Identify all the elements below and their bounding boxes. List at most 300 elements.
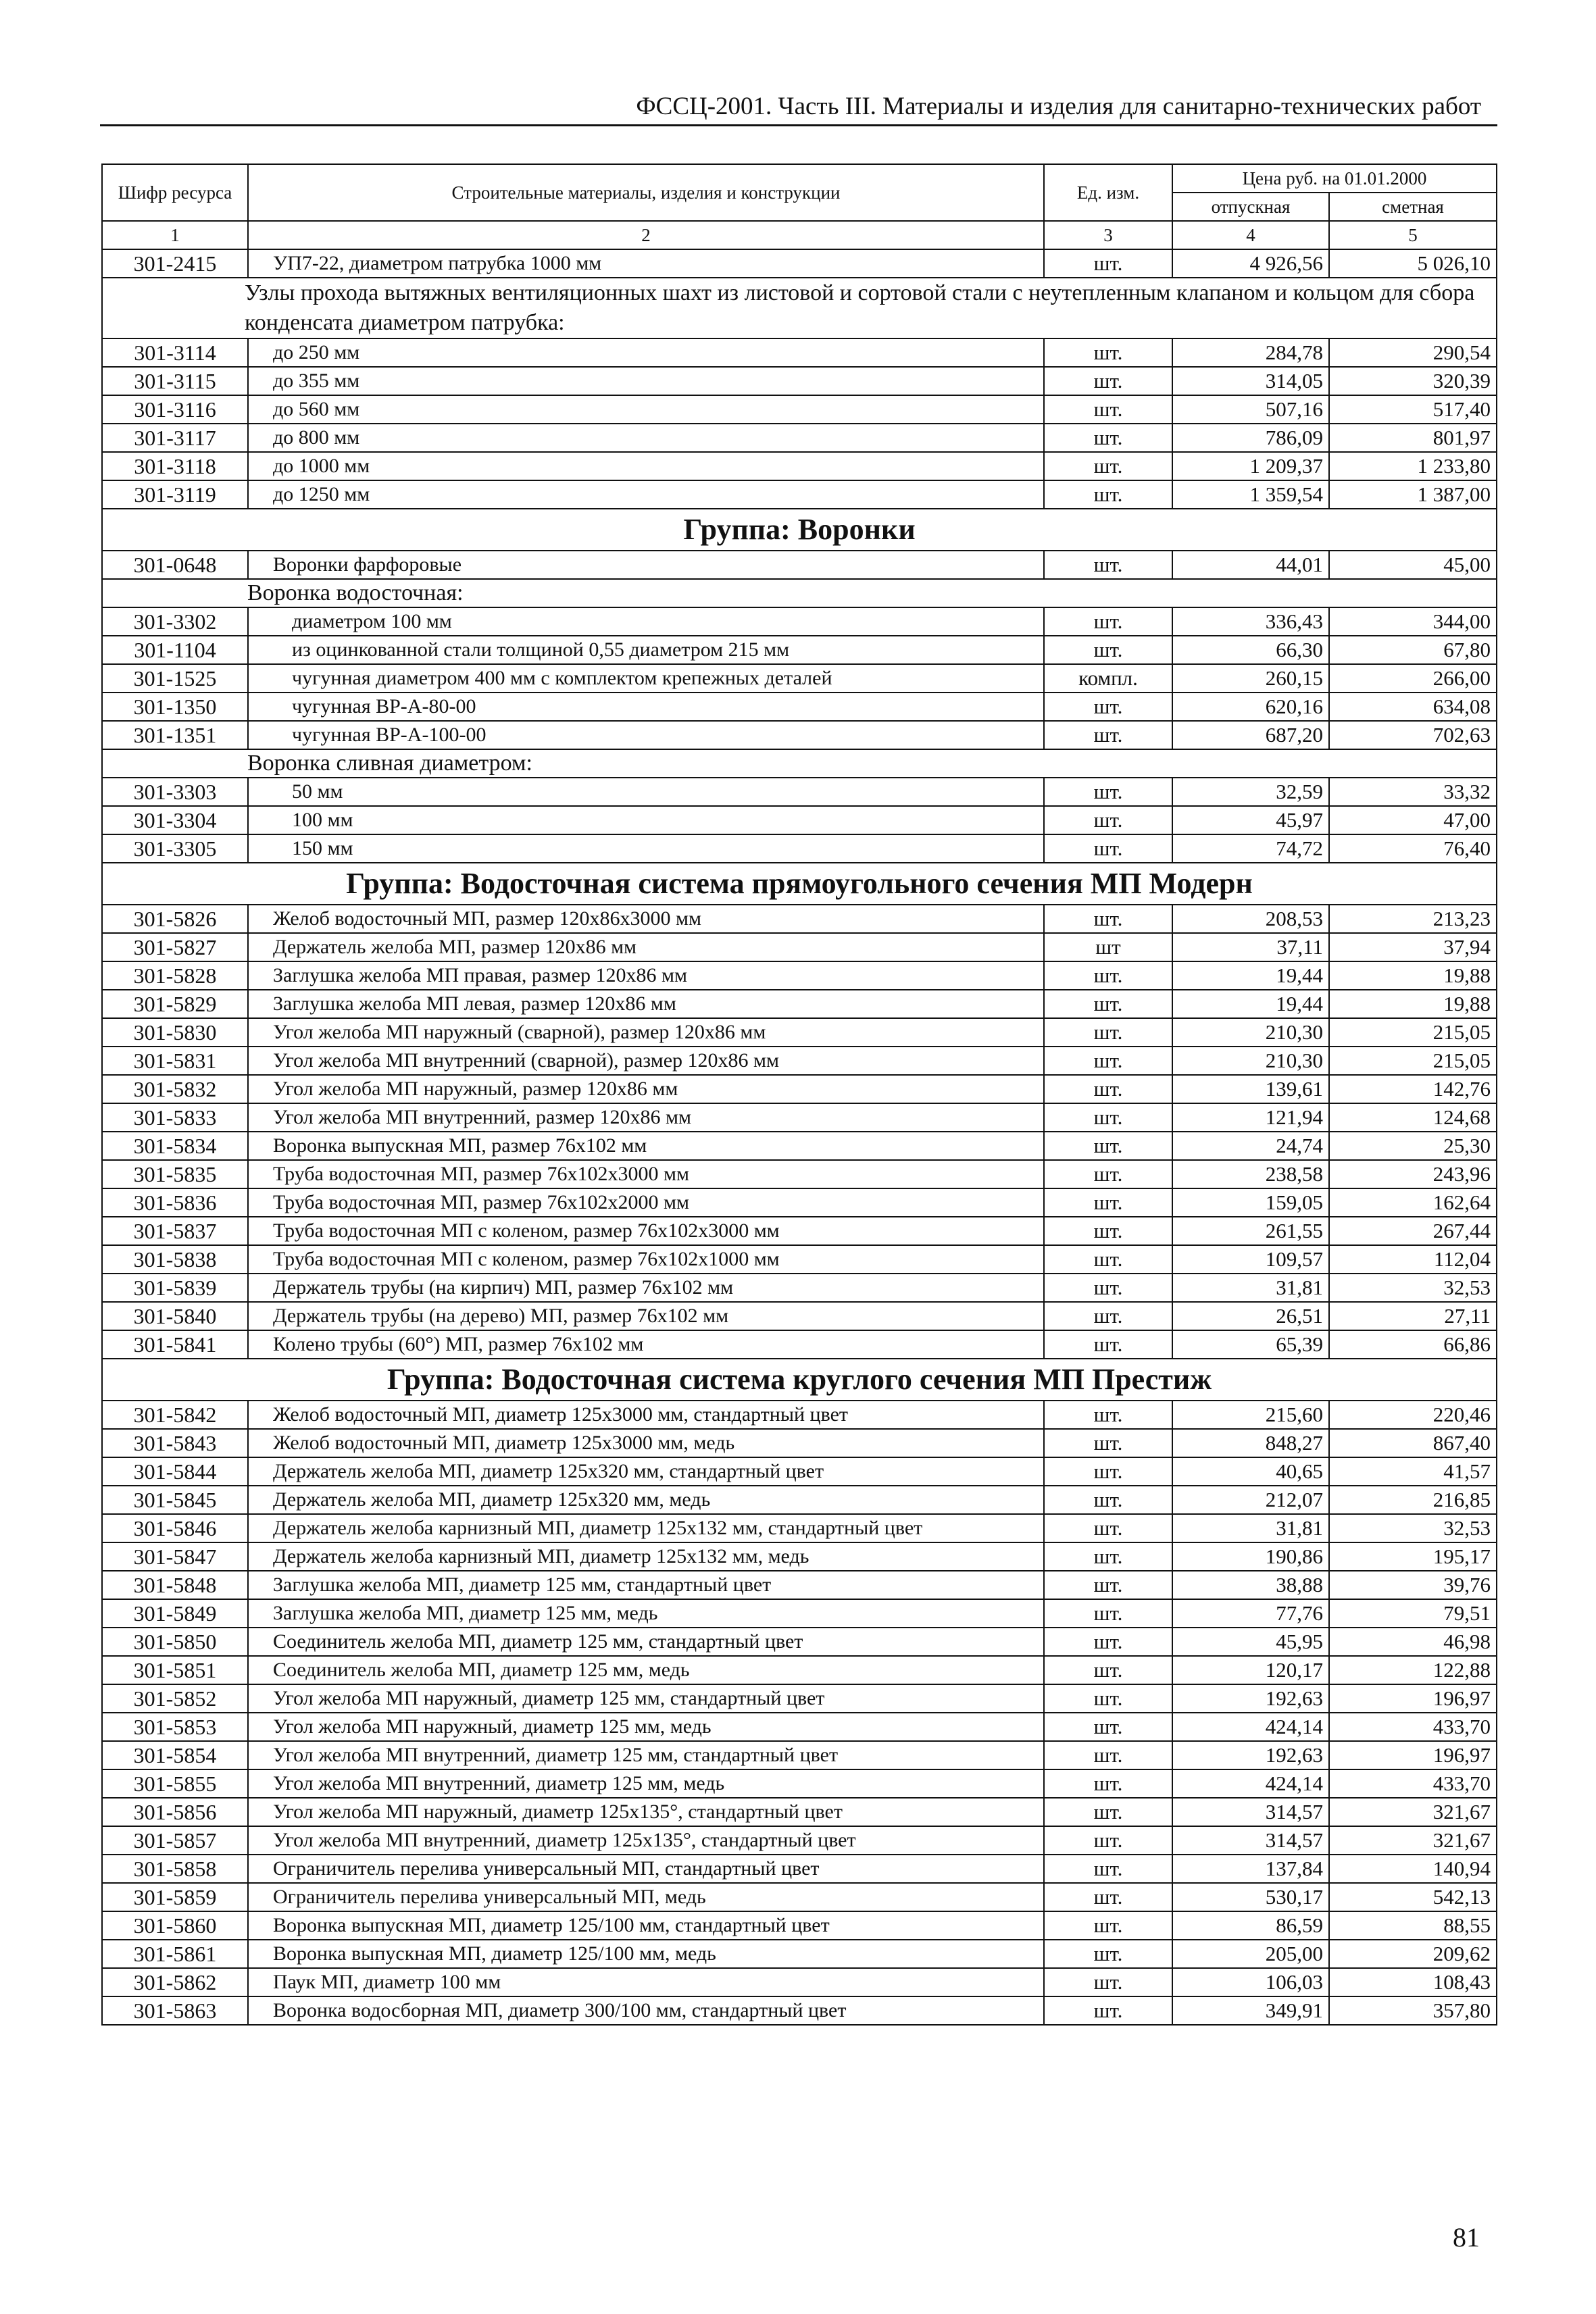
- resource-code: 301-5838: [102, 1245, 248, 1274]
- table-row: [102, 933, 1497, 961]
- table-row: [102, 1132, 1497, 1160]
- release-price: 77,76: [1172, 1599, 1329, 1628]
- material-name: Труба водосточная МП, размер 76х102х2000 мм: [248, 1188, 1044, 1217]
- unit-cell: шт.: [1044, 778, 1172, 806]
- material-name: Держатель трубы (на дерево) МП, размер 76х102 мм: [248, 1302, 1044, 1330]
- release-price: 261,55: [1172, 1217, 1329, 1245]
- col-number: 5: [1329, 221, 1497, 249]
- unit-cell: шт.: [1044, 990, 1172, 1018]
- subheading: Воронка сливная диаметром:: [102, 749, 1497, 778]
- unit-cell: шт.: [1044, 249, 1172, 278]
- table-row: [102, 1047, 1497, 1075]
- table-row: [102, 1741, 1497, 1769]
- table-row: [102, 693, 1497, 721]
- table-row: [102, 1075, 1497, 1103]
- table-row: [102, 1883, 1497, 1911]
- unit-cell: шт.: [1044, 1429, 1172, 1457]
- release-price: 137,84: [1172, 1855, 1329, 1883]
- resource-code: 301-5858: [102, 1855, 248, 1883]
- unit-cell: шт.: [1044, 1684, 1172, 1713]
- release-price: 215,60: [1172, 1401, 1329, 1429]
- resource-code: 301-5843: [102, 1429, 248, 1457]
- resource-code: 301-0648: [102, 551, 248, 579]
- estimate-price: 321,67: [1329, 1826, 1497, 1855]
- release-price: 336,43: [1172, 607, 1329, 636]
- release-price: 210,30: [1172, 1018, 1329, 1047]
- resource-code: 301-3114: [102, 338, 248, 367]
- estimate-price: 1 387,00: [1329, 480, 1497, 509]
- table-row: [102, 338, 1497, 367]
- unit-cell: шт.: [1044, 1855, 1172, 1883]
- resource-code: 301-3116: [102, 395, 248, 424]
- unit-cell: шт.: [1044, 1769, 1172, 1798]
- table-row: [102, 1826, 1497, 1855]
- material-name: Угол желоба МП внутренний, диаметр 125 мм, стандартный цвет: [248, 1741, 1044, 1769]
- unit-cell: шт.: [1044, 1245, 1172, 1274]
- material-name: до 250 мм: [248, 338, 1044, 367]
- unit-cell: шт.: [1044, 1741, 1172, 1769]
- unit-cell: компл.: [1044, 664, 1172, 693]
- estimate-price: 433,70: [1329, 1713, 1497, 1741]
- release-price: 109,57: [1172, 1245, 1329, 1274]
- estimate-price: 1 233,80: [1329, 452, 1497, 480]
- estimate-price: 220,46: [1329, 1401, 1497, 1429]
- table-row: [102, 1628, 1497, 1656]
- estimate-price: 542,13: [1329, 1883, 1497, 1911]
- estimate-price: 266,00: [1329, 664, 1497, 693]
- release-price: 687,20: [1172, 721, 1329, 749]
- table-row: [102, 636, 1497, 664]
- release-price: 31,81: [1172, 1514, 1329, 1542]
- table-row: [102, 1996, 1497, 2025]
- estimate-price: 66,86: [1329, 1330, 1497, 1359]
- estimate-price: 196,97: [1329, 1684, 1497, 1713]
- table-row: [102, 834, 1497, 863]
- group-heading-row: [102, 1359, 1497, 1401]
- unit-cell: шт.: [1044, 1103, 1172, 1132]
- release-price: 507,16: [1172, 395, 1329, 424]
- table-row: [102, 1245, 1497, 1274]
- section-note: Узлы прохода вытяжных вентиляционных шахт из листовой и сортовой стали с неутепленным клапаном и кольцом для сбора конденсата диаметром патрубка:: [102, 278, 1497, 338]
- unit-cell: шт.: [1044, 1160, 1172, 1188]
- resource-code: 301-5859: [102, 1883, 248, 1911]
- release-price: 40,65: [1172, 1457, 1329, 1486]
- release-price: 106,03: [1172, 1968, 1329, 1996]
- release-price: 120,17: [1172, 1656, 1329, 1684]
- material-name: Заглушка желоба МП, диаметр 125 мм, стандартный цвет: [248, 1571, 1044, 1599]
- col-number: 2: [248, 221, 1044, 249]
- release-price: 121,94: [1172, 1103, 1329, 1132]
- unit-cell: шт.: [1044, 1883, 1172, 1911]
- estimate-price: 320,39: [1329, 367, 1497, 395]
- unit-cell: шт.: [1044, 806, 1172, 834]
- resource-code: 301-5852: [102, 1684, 248, 1713]
- estimate-price: 122,88: [1329, 1656, 1497, 1684]
- table-row: [102, 1401, 1497, 1429]
- table-body: [102, 249, 1497, 2025]
- material-name: до 1250 мм: [248, 480, 1044, 509]
- resource-code: 301-5829: [102, 990, 248, 1018]
- unit-cell: шт.: [1044, 1571, 1172, 1599]
- resource-code: 301-5837: [102, 1217, 248, 1245]
- table-row: [102, 607, 1497, 636]
- material-name: Угол желоба МП наружный, диаметр 125х135°, стандартный цвет: [248, 1798, 1044, 1826]
- resource-code: 301-5857: [102, 1826, 248, 1855]
- estimate-price: 33,32: [1329, 778, 1497, 806]
- material-name: Ограничитель перелива универсальный МП, стандартный цвет: [248, 1855, 1044, 1883]
- subheading: Воронка водосточная:: [102, 579, 1497, 607]
- resource-code: 301-5851: [102, 1656, 248, 1684]
- col-code-header: Шифр ресурса: [102, 164, 248, 221]
- unit-cell: шт.: [1044, 1047, 1172, 1075]
- material-name: Угол желоба МП внутренний (сварной), размер 120х86 мм: [248, 1047, 1044, 1075]
- unit-cell: шт: [1044, 933, 1172, 961]
- table-row: [102, 961, 1497, 990]
- material-name: Воронка выпускная МП, диаметр 125/100 мм, стандартный цвет: [248, 1911, 1044, 1940]
- release-price: 45,97: [1172, 806, 1329, 834]
- estimate-price: 88,55: [1329, 1911, 1497, 1940]
- unit-cell: шт.: [1044, 1302, 1172, 1330]
- estimate-price: 25,30: [1329, 1132, 1497, 1160]
- release-price: 74,72: [1172, 834, 1329, 863]
- material-name: Угол желоба МП наружный, размер 120х86 мм: [248, 1075, 1044, 1103]
- release-price: 26,51: [1172, 1302, 1329, 1330]
- release-price: 424,14: [1172, 1713, 1329, 1741]
- resource-code: 301-5845: [102, 1486, 248, 1514]
- unit-cell: шт.: [1044, 1514, 1172, 1542]
- table-row: [102, 1713, 1497, 1741]
- unit-cell: шт.: [1044, 1457, 1172, 1486]
- table-row: [102, 1940, 1497, 1968]
- estimate-price: 79,51: [1329, 1599, 1497, 1628]
- material-name: Угол желоба МП внутренний, диаметр 125 мм, медь: [248, 1769, 1044, 1798]
- unit-cell: шт.: [1044, 1075, 1172, 1103]
- unit-cell: шт.: [1044, 834, 1172, 863]
- material-name: чугунная ВР-А-100-00: [248, 721, 1044, 749]
- unit-cell: шт.: [1044, 1911, 1172, 1940]
- estimate-price: 209,62: [1329, 1940, 1497, 1968]
- material-name: до 355 мм: [248, 367, 1044, 395]
- material-name: Воронка выпускная МП, размер 76х102 мм: [248, 1132, 1044, 1160]
- table-row: [102, 1188, 1497, 1217]
- resource-code: 301-5830: [102, 1018, 248, 1047]
- unit-cell: шт.: [1044, 1274, 1172, 1302]
- table-row: [102, 480, 1497, 509]
- unit-cell: шт.: [1044, 367, 1172, 395]
- group-heading: Группа: Водосточная система прямоугольного сечения МП Модерн: [102, 863, 1497, 905]
- resource-code: 301-5827: [102, 933, 248, 961]
- unit-cell: шт.: [1044, 395, 1172, 424]
- material-name: Заглушка желоба МП левая, размер 120х86 мм: [248, 990, 1044, 1018]
- estimate-price: 5 026,10: [1329, 249, 1497, 278]
- estimate-price: 321,67: [1329, 1798, 1497, 1826]
- resource-code: 301-5842: [102, 1401, 248, 1429]
- subheading-row: [102, 749, 1497, 778]
- unit-cell: шт.: [1044, 961, 1172, 990]
- release-price: 212,07: [1172, 1486, 1329, 1514]
- material-name: УП7-22, диаметром патрубка 1000 мм: [248, 249, 1044, 278]
- unit-cell: шт.: [1044, 338, 1172, 367]
- unit-cell: шт.: [1044, 1798, 1172, 1826]
- resource-code: 301-5862: [102, 1968, 248, 1996]
- material-name: Воронка водосборная МП, диаметр 300/100 мм, стандартный цвет: [248, 1996, 1044, 2025]
- estimate-price: 215,05: [1329, 1018, 1497, 1047]
- table-row: [102, 1160, 1497, 1188]
- resource-code: 301-3119: [102, 480, 248, 509]
- estimate-price: 67,80: [1329, 636, 1497, 664]
- release-price: 1 209,37: [1172, 452, 1329, 480]
- col-release-header: отпускная: [1172, 193, 1329, 221]
- estimate-price: 267,44: [1329, 1217, 1497, 1245]
- resource-code: 301-5826: [102, 905, 248, 933]
- release-price: 210,30: [1172, 1047, 1329, 1075]
- table-row: [102, 452, 1497, 480]
- release-price: 24,74: [1172, 1132, 1329, 1160]
- resource-code: 301-5848: [102, 1571, 248, 1599]
- material-name: из оцинкованной стали толщиной 0,55 диаметром 215 мм: [248, 636, 1044, 664]
- material-name: Труба водосточная МП, размер 76х102х3000 мм: [248, 1160, 1044, 1188]
- unit-cell: шт.: [1044, 1599, 1172, 1628]
- group-heading: Группа: Водосточная система круглого сечения МП Престиж: [102, 1359, 1497, 1401]
- material-name: 50 мм: [248, 778, 1044, 806]
- unit-cell: шт.: [1044, 1401, 1172, 1429]
- release-price: 37,11: [1172, 933, 1329, 961]
- material-name: Труба водосточная МП с коленом, размер 76х102х1000 мм: [248, 1245, 1044, 1274]
- table-row: [102, 1684, 1497, 1713]
- release-price: 192,63: [1172, 1741, 1329, 1769]
- unit-cell: шт.: [1044, 1996, 1172, 2025]
- release-price: 190,86: [1172, 1542, 1329, 1571]
- table-row: [102, 1302, 1497, 1330]
- table-row: [102, 551, 1497, 579]
- estimate-price: 517,40: [1329, 395, 1497, 424]
- estimate-price: 357,80: [1329, 1996, 1497, 2025]
- material-name: до 800 мм: [248, 424, 1044, 452]
- resource-code: 301-5847: [102, 1542, 248, 1571]
- unit-cell: шт.: [1044, 1486, 1172, 1514]
- group-heading-row: [102, 863, 1497, 905]
- estimate-price: 702,63: [1329, 721, 1497, 749]
- material-name: Держатель желоба МП, диаметр 125х320 мм, медь: [248, 1486, 1044, 1514]
- unit-cell: шт.: [1044, 1132, 1172, 1160]
- table-row: [102, 1571, 1497, 1599]
- estimate-price: 433,70: [1329, 1769, 1497, 1798]
- resource-code: 301-5836: [102, 1188, 248, 1217]
- table-header: [102, 164, 1497, 249]
- resource-code: 301-3303: [102, 778, 248, 806]
- release-price: 314,57: [1172, 1798, 1329, 1826]
- material-name: Ограничитель перелива универсальный МП, медь: [248, 1883, 1044, 1911]
- resource-code: 301-1351: [102, 721, 248, 749]
- estimate-price: 213,23: [1329, 905, 1497, 933]
- unit-cell: шт.: [1044, 1217, 1172, 1245]
- col-unit-header: Ед. изм.: [1044, 164, 1172, 221]
- table-row: [102, 1274, 1497, 1302]
- estimate-price: 32,53: [1329, 1514, 1497, 1542]
- table-row: [102, 249, 1497, 278]
- resource-code: 301-5860: [102, 1911, 248, 1940]
- table-row: [102, 1599, 1497, 1628]
- resource-code: 301-5855: [102, 1769, 248, 1798]
- table-row: [102, 1103, 1497, 1132]
- resource-code: 301-5831: [102, 1047, 248, 1075]
- material-name: Желоб водосточный МП, диаметр 125х3000 мм, медь: [248, 1429, 1044, 1457]
- material-name: 100 мм: [248, 806, 1044, 834]
- table-row: [102, 1514, 1497, 1542]
- resource-code: 301-5856: [102, 1798, 248, 1826]
- estimate-price: 41,57: [1329, 1457, 1497, 1486]
- unit-cell: шт.: [1044, 1330, 1172, 1359]
- estimate-price: 39,76: [1329, 1571, 1497, 1599]
- resource-code: 301-5828: [102, 961, 248, 990]
- table-row: [102, 1656, 1497, 1684]
- estimate-price: 196,97: [1329, 1741, 1497, 1769]
- resource-code: 301-3118: [102, 452, 248, 480]
- material-name: Держатель желоба МП, диаметр 125х320 мм, стандартный цвет: [248, 1457, 1044, 1486]
- group-heading-row: [102, 509, 1497, 551]
- table-row: [102, 1486, 1497, 1514]
- release-price: 38,88: [1172, 1571, 1329, 1599]
- estimate-price: 108,43: [1329, 1968, 1497, 1996]
- resource-code: 301-1350: [102, 693, 248, 721]
- estimate-price: 32,53: [1329, 1274, 1497, 1302]
- estimate-price: 142,76: [1329, 1075, 1497, 1103]
- release-price: 786,09: [1172, 424, 1329, 452]
- release-price: 66,30: [1172, 636, 1329, 664]
- unit-cell: шт.: [1044, 1656, 1172, 1684]
- release-price: 1 359,54: [1172, 480, 1329, 509]
- resource-code: 301-5854: [102, 1741, 248, 1769]
- estimate-price: 801,97: [1329, 424, 1497, 452]
- resource-code: 301-3304: [102, 806, 248, 834]
- table-row: [102, 1798, 1497, 1826]
- release-price: 159,05: [1172, 1188, 1329, 1217]
- estimate-price: 76,40: [1329, 834, 1497, 863]
- release-price: 530,17: [1172, 1883, 1329, 1911]
- unit-cell: шт.: [1044, 1940, 1172, 1968]
- estimate-price: 124,68: [1329, 1103, 1497, 1132]
- estimate-price: 634,08: [1329, 693, 1497, 721]
- estimate-price: 46,98: [1329, 1628, 1497, 1656]
- material-name: Заглушка желоба МП правая, размер 120х86 мм: [248, 961, 1044, 990]
- unit-cell: шт.: [1044, 1188, 1172, 1217]
- table-row: [102, 905, 1497, 933]
- estimate-price: 27,11: [1329, 1302, 1497, 1330]
- material-name: Желоб водосточный МП, диаметр 125х3000 мм, стандартный цвет: [248, 1401, 1044, 1429]
- page-number: 81: [1453, 2222, 1480, 2253]
- unit-cell: шт.: [1044, 905, 1172, 933]
- unit-cell: шт.: [1044, 1713, 1172, 1741]
- page-title: ФССЦ-2001. Часть III. Материалы и изделия для санитарно-технических работ: [636, 93, 1481, 120]
- release-price: 4 926,56: [1172, 249, 1329, 278]
- table-row: [102, 1911, 1497, 1940]
- unit-cell: шт.: [1044, 424, 1172, 452]
- table-row: [102, 424, 1497, 452]
- resource-code: 301-5846: [102, 1514, 248, 1542]
- table-row: [102, 664, 1497, 693]
- unit-cell: шт.: [1044, 721, 1172, 749]
- release-price: 19,44: [1172, 990, 1329, 1018]
- release-price: 238,58: [1172, 1160, 1329, 1188]
- estimate-price: 45,00: [1329, 551, 1497, 579]
- table-row: [102, 1769, 1497, 1798]
- unit-cell: шт.: [1044, 607, 1172, 636]
- table-row: [102, 1217, 1497, 1245]
- estimate-price: 112,04: [1329, 1245, 1497, 1274]
- release-price: 260,15: [1172, 664, 1329, 693]
- material-name: Соединитель желоба МП, диаметр 125 мм, стандартный цвет: [248, 1628, 1044, 1656]
- material-name: до 1000 мм: [248, 452, 1044, 480]
- estimate-price: 19,88: [1329, 990, 1497, 1018]
- material-name: Держатель желоба МП, размер 120х86 мм: [248, 933, 1044, 961]
- release-price: 205,00: [1172, 1940, 1329, 1968]
- table-row: [102, 1330, 1497, 1359]
- material-name: Желоб водосточный МП, размер 120х86х3000 мм: [248, 905, 1044, 933]
- release-price: 31,81: [1172, 1274, 1329, 1302]
- table-row: [102, 778, 1497, 806]
- table-row: [102, 721, 1497, 749]
- unit-cell: шт.: [1044, 1542, 1172, 1571]
- resource-code: 301-5833: [102, 1103, 248, 1132]
- table-row: [102, 806, 1497, 834]
- resource-code: 301-5835: [102, 1160, 248, 1188]
- estimate-price: 215,05: [1329, 1047, 1497, 1075]
- material-name: Держатель трубы (на кирпич) МП, размер 76х102 мм: [248, 1274, 1044, 1302]
- resource-code: 301-2415: [102, 249, 248, 278]
- resource-code: 301-5863: [102, 1996, 248, 2025]
- column-numbers-row: [102, 221, 1497, 249]
- release-price: 424,14: [1172, 1769, 1329, 1798]
- release-price: 314,57: [1172, 1826, 1329, 1855]
- estimate-price: 140,94: [1329, 1855, 1497, 1883]
- release-price: 86,59: [1172, 1911, 1329, 1940]
- resource-code: 301-3305: [102, 834, 248, 863]
- material-name: Угол желоба МП внутренний, диаметр 125х135°, стандартный цвет: [248, 1826, 1044, 1855]
- material-name: Угол желоба МП внутренний, размер 120х86 мм: [248, 1103, 1044, 1132]
- estimate-price: 867,40: [1329, 1429, 1497, 1457]
- estimate-price: 344,00: [1329, 607, 1497, 636]
- material-name: Колено трубы (60°) МП, размер 76х102 мм: [248, 1330, 1044, 1359]
- resource-code: 301-5839: [102, 1274, 248, 1302]
- material-name: Воронки фарфоровые: [248, 551, 1044, 579]
- resource-code: 301-3302: [102, 607, 248, 636]
- material-name: Угол желоба МП наружный, диаметр 125 мм, стандартный цвет: [248, 1684, 1044, 1713]
- resource-code: 301-5832: [102, 1075, 248, 1103]
- table-row: [102, 990, 1497, 1018]
- material-name: чугунная ВР-А-80-00: [248, 693, 1044, 721]
- material-name: чугунная диаметром 400 мм с комплектом крепежных деталей: [248, 664, 1044, 693]
- estimate-price: 243,96: [1329, 1160, 1497, 1188]
- resource-code: 301-5853: [102, 1713, 248, 1741]
- note-row: [102, 278, 1497, 338]
- release-price: 284,78: [1172, 338, 1329, 367]
- material-name: до 560 мм: [248, 395, 1044, 424]
- unit-cell: шт.: [1044, 1018, 1172, 1047]
- release-price: 139,61: [1172, 1075, 1329, 1103]
- price-table: [101, 164, 1497, 2026]
- unit-cell: шт.: [1044, 1968, 1172, 1996]
- material-name: Угол желоба МП наружный, диаметр 125 мм, медь: [248, 1713, 1044, 1741]
- estimate-price: 47,00: [1329, 806, 1497, 834]
- table-row: [102, 1968, 1497, 1996]
- estimate-price: 216,85: [1329, 1486, 1497, 1514]
- col-price-header: Цена руб. на 01.01.2000: [1172, 164, 1497, 193]
- table-row: [102, 1429, 1497, 1457]
- col-number: 3: [1044, 221, 1172, 249]
- resource-code: 301-5850: [102, 1628, 248, 1656]
- group-heading: Группа: Воронки: [102, 509, 1497, 551]
- release-price: 44,01: [1172, 551, 1329, 579]
